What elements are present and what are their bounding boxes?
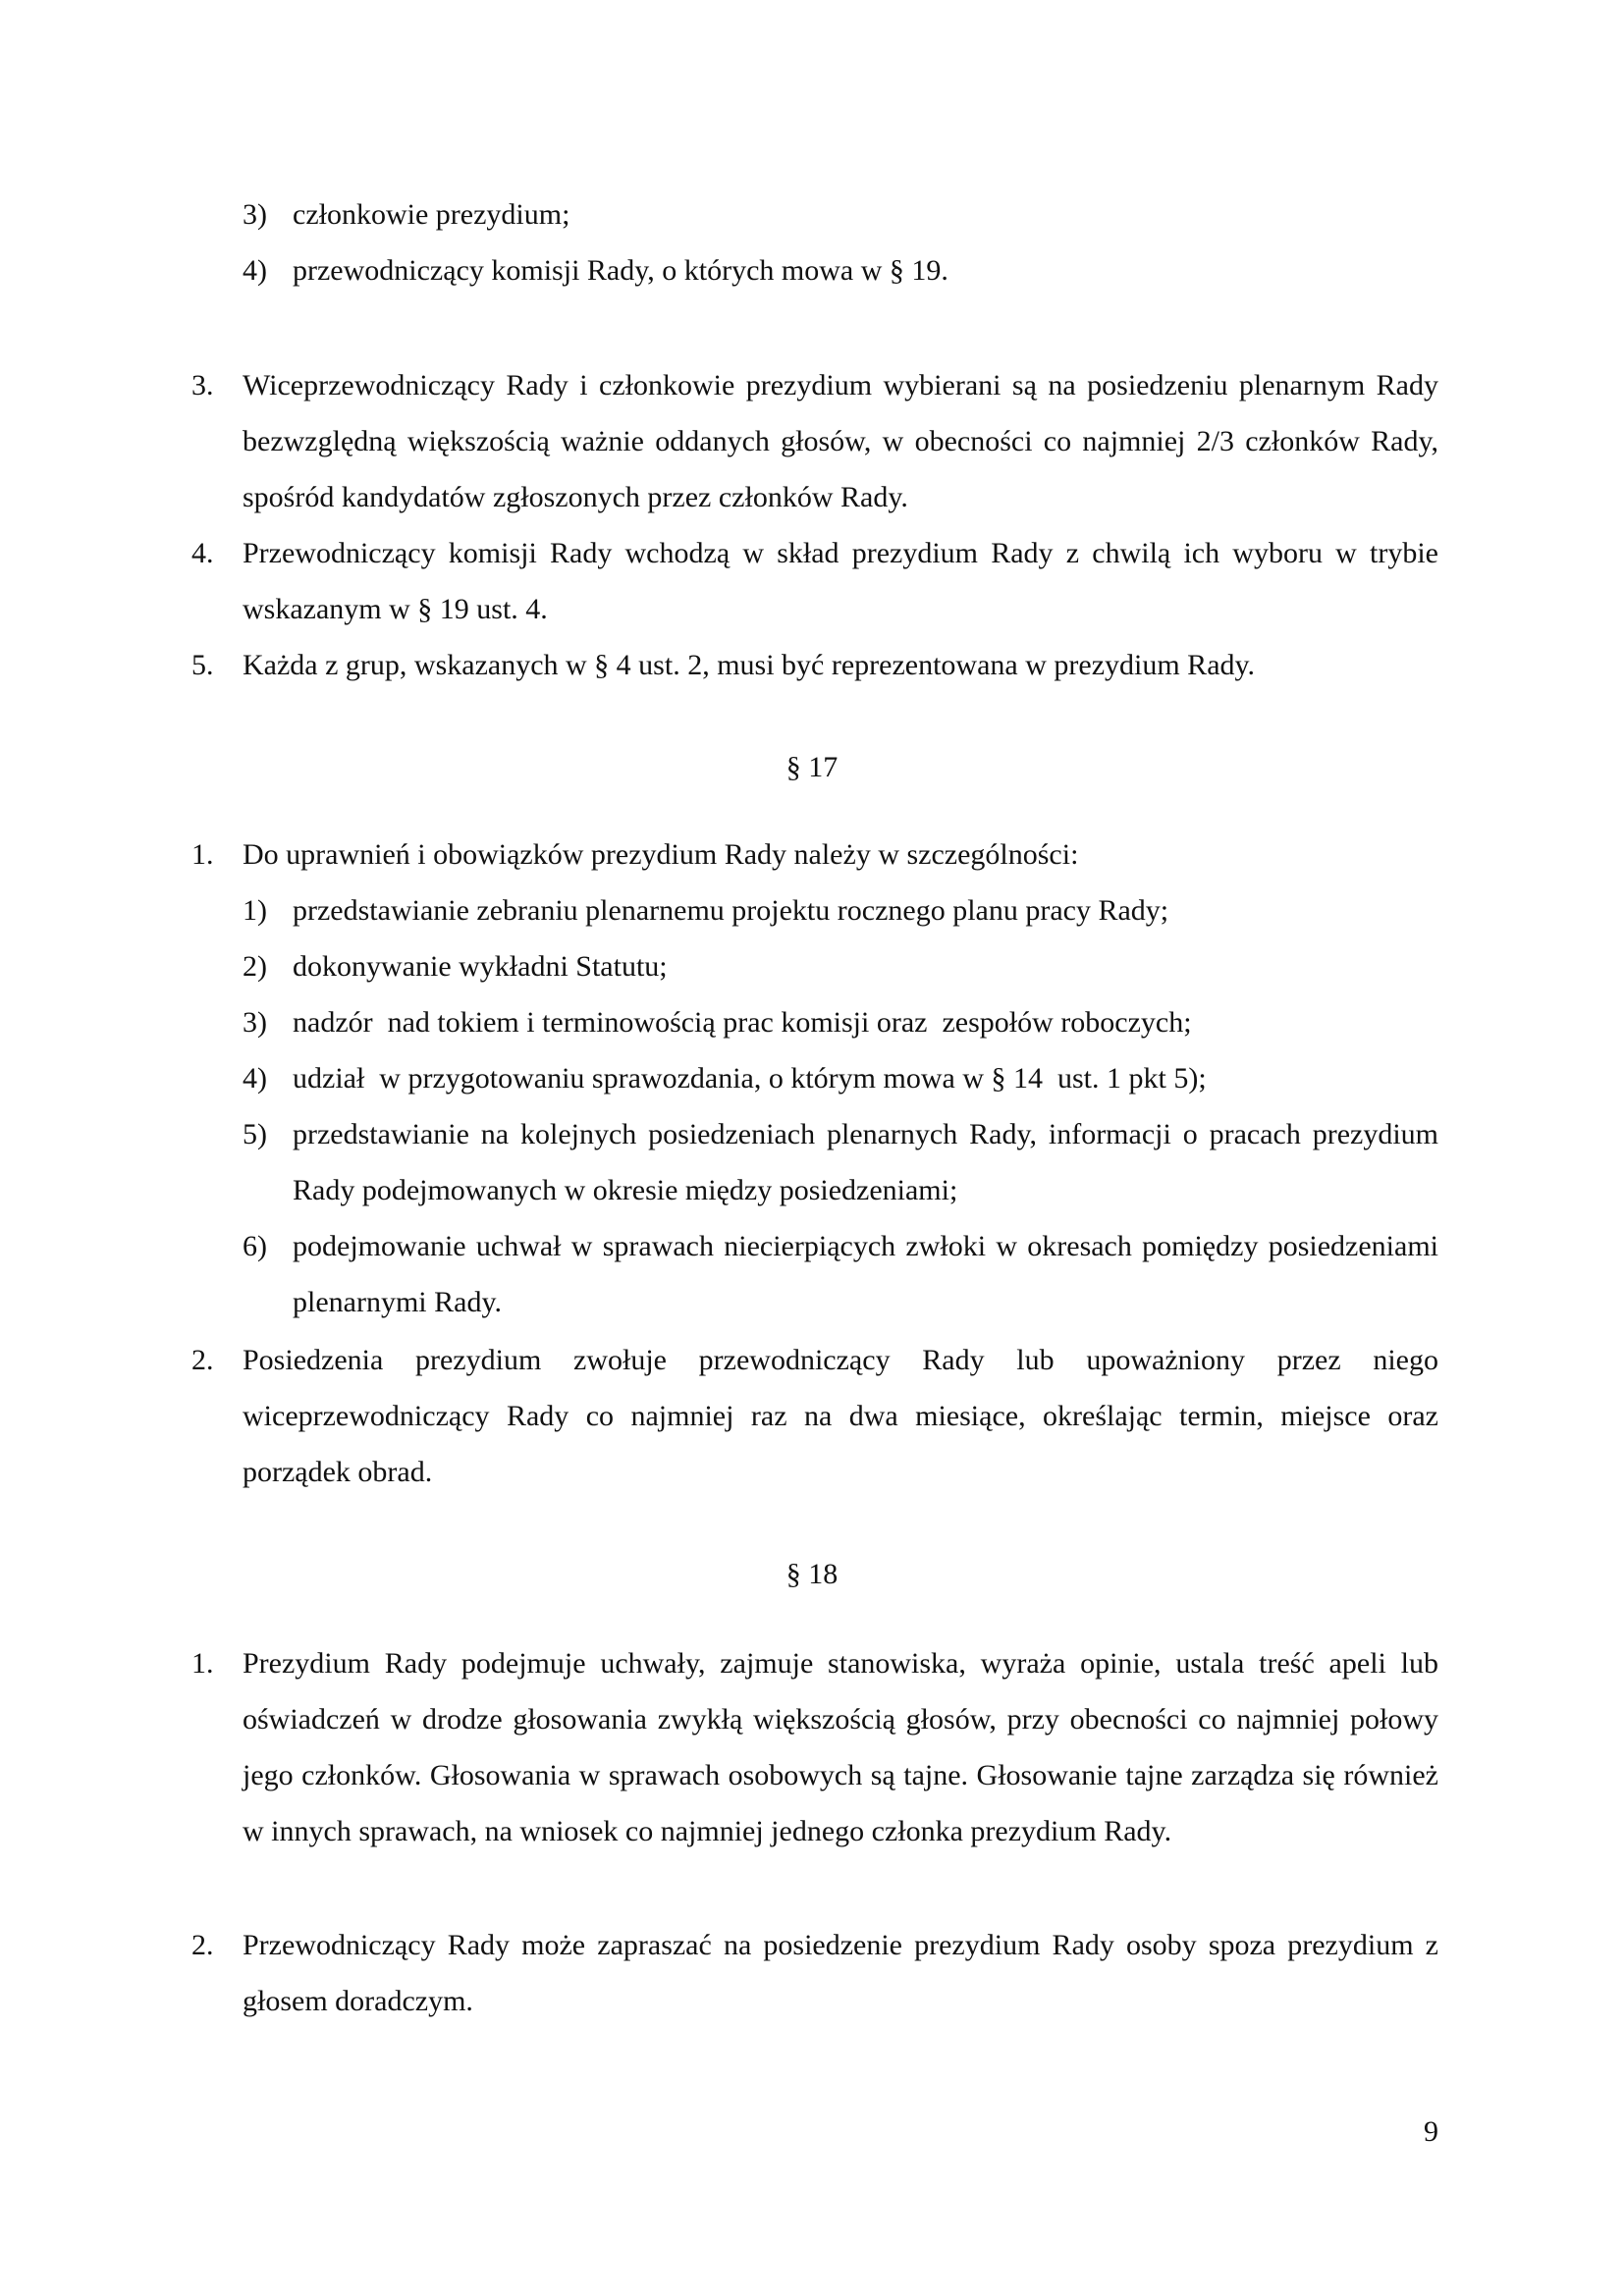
item-text: Każda z grup, wskazanych w § 4 ust. 2, musi być reprezentowana w prezydium Rady. <box>243 649 1256 681</box>
item-text: Przewodniczący komisji Rady wchodzą w skład prezydium Rady z chwilą ich wyboru w trybie wskazanym w § 19 ust. 4. <box>243 537 1438 625</box>
subitem-number: 6) <box>243 1230 267 1262</box>
subitem-number: 5) <box>243 1118 267 1150</box>
subitem-text: przedstawianie zebraniu plenarnemu projektu rocznego planu pracy Rady; <box>293 894 1169 927</box>
item-text: Posiedzenia prezydium zwołuje przewodniczący Rady lub upoważniony przez niego wiceprzewodniczący Rady co najmniej raz na dwa miesiące, określając termin, miejsce oraz porządek obrad. <box>243 1344 1438 1488</box>
section-heading-18: § 18 <box>785 1558 839 1590</box>
subitem-text: podejmowanie uchwał w sprawach niecierpiących zwłoki w okresach pomiędzy posiedzeniami plenarnymi Rady. <box>293 1230 1438 1318</box>
subitem-text: członkowie prezydium; <box>293 198 570 231</box>
item-number: 1. <box>191 838 214 871</box>
subitem-text: przewodniczący komisji Rady, o których mowa w § 19. <box>293 254 948 287</box>
item-number: 3. <box>191 369 214 401</box>
subitem-number: 3) <box>243 198 267 231</box>
item-text: Przewodniczący Rady może zapraszać na posiedzenie prezydium Rady osoby spoza prezydium z głosem doradczym. <box>243 1929 1438 2017</box>
item-text: Prezydium Rady podejmuje uchwały, zajmuje stanowiska, wyraża opinie, ustala treść apeli lub oświadczeń w drodze głosowania zwykłą większością głosów, przy obecności co najmniej połowy jego członków. Głosowania w sprawach osobowych są tajne. Głosowanie tajne zarządza się również w innych sprawach, na wniosek co najmniej jednego członka prezydium Rady. <box>243 1647 1438 1847</box>
subitem-number: 1) <box>243 894 267 927</box>
subitem-number: 4) <box>243 1062 267 1095</box>
subitem-number: 2) <box>243 950 267 983</box>
item-number: 1. <box>191 1647 214 1680</box>
subitem-number: 4) <box>243 254 267 287</box>
subitem-text: przedstawianie na kolejnych posiedzeniach plenarnych Rady, informacji o pracach prezydium Rady podejmowanych w okresie między posiedzeniami; <box>293 1118 1438 1206</box>
item-number: 4. <box>191 537 214 569</box>
item-number: 5. <box>191 649 214 681</box>
page-number: 9 <box>1424 2115 1438 2148</box>
item-number: 2. <box>191 1344 214 1376</box>
subitem-text: udział w przygotowaniu sprawozdania, o którym mowa w § 14 ust. 1 pkt 5); <box>293 1062 1207 1095</box>
subitem-text: nadzór nad tokiem i terminowością prac komisji oraz zespołów roboczych; <box>293 1006 1192 1039</box>
section-heading-17: § 17 <box>785 751 839 783</box>
item-text: Do uprawnień i obowiązków prezydium Rady należy w szczególności: <box>243 838 1079 871</box>
subitem-text: dokonywanie wykładni Statutu; <box>293 950 668 983</box>
item-text: Wiceprzewodniczący Rady i członkowie prezydium wybierani są na posiedzeniu plenarnym Rady bezwzględną większością ważnie oddanych głosów, w obecności co najmniej 2/3 członków Rady, spośród kandydatów zgłoszonych przez członków Rady. <box>243 369 1438 513</box>
item-number: 2. <box>191 1929 214 1961</box>
subitem-number: 3) <box>243 1006 267 1039</box>
